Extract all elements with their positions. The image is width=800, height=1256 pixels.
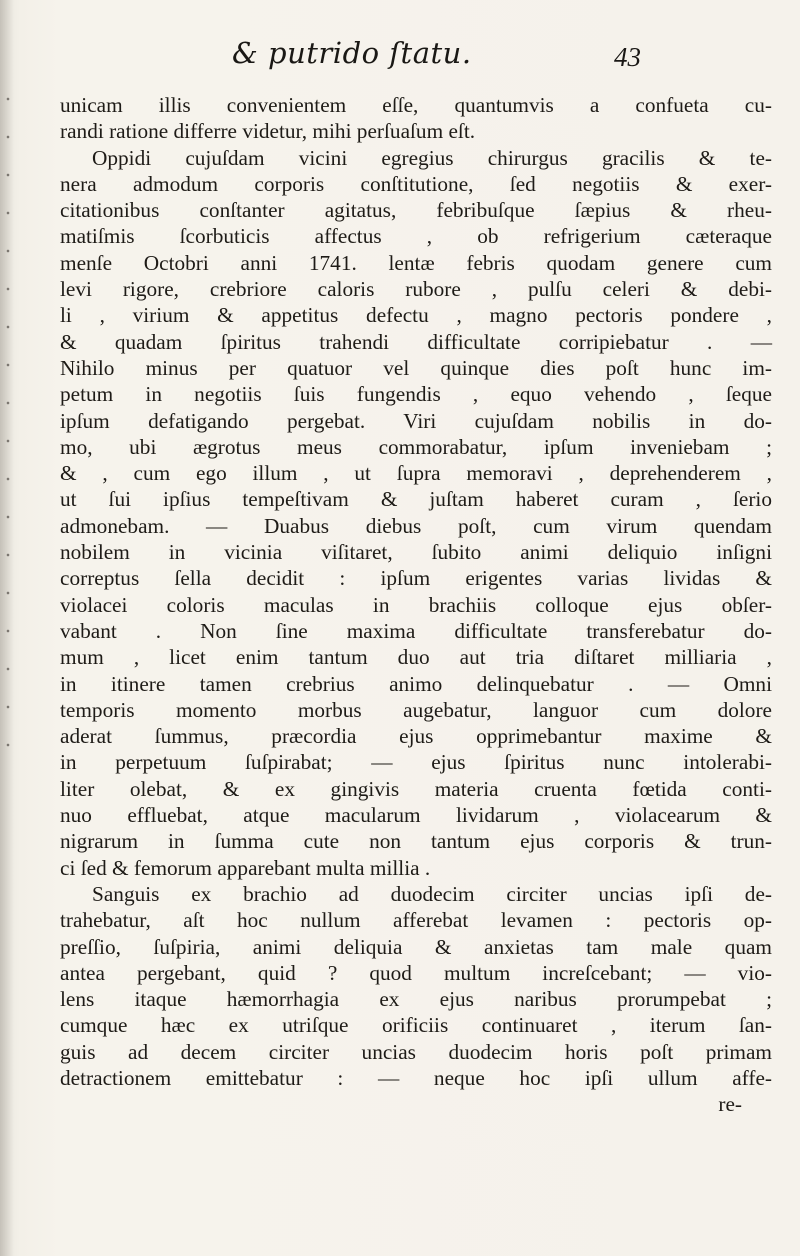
text-line: mum , licet enim tantum duo aut tria diſtaret milliaria , (60, 645, 772, 670)
text-line: admonebam. — Duabus diebus poſt, cum virum quendam (60, 513, 772, 538)
running-title: & putrido ſtatu. (232, 36, 472, 70)
text-line: Sanguis ex brachio ad duodecim circiter uncias ipſi de- (92, 881, 772, 906)
text-line: lens itaque hæmorrhagia ex ejus naribus prorumpebat ; (60, 987, 772, 1012)
text-line: levi rigore, crebriore caloris rubore , pulſu celeri & debi- (60, 277, 772, 302)
text-line: vabant . Non ſine maxima difficultate transferebatur do- (60, 618, 772, 643)
text-line: & , cum ego illum , ut ſupra memoravi , deprehenderem , (60, 461, 772, 486)
text-line: antea pergebant, quid ? quod multum increſcebant; — vio- (60, 960, 772, 985)
gutter-specks (4, 80, 12, 780)
text-line: menſe Octobri anni 1741. lentæ febris quodam genere cum (60, 250, 772, 275)
catchword: re- (718, 1092, 742, 1117)
text-line: nera admodum corporis conſtitutione, ſed negotiis & exer- (60, 171, 772, 196)
text-line: Nihilo minus per quatuor vel quinque dies poſt hunc im- (60, 355, 772, 380)
text-line: matiſmis ſcorbuticis affectus , ob refrigerium cæteraque (60, 224, 772, 249)
body-text (60, 92, 772, 1118)
text-line: liter olebat, & ex gingivis materia cruenta fœtida conti- (60, 776, 772, 801)
text-line: nobilem in vicinia viſitaret, ſubito animi deliquio inſigni (60, 540, 772, 565)
text-line: nigrarum in ſumma cute non tantum ejus corporis & trun- (60, 829, 772, 854)
text-line: ci ſed & femorum apparebant multa millia . (60, 855, 431, 880)
text-line: aderat ſummus, præcordia ejus opprimebantur maxime & (60, 724, 772, 749)
text-line: cumque hæc ex utriſque orificiis continuaret , iterum ſan- (60, 1013, 772, 1038)
text-line: correptus ſella decidit : ipſum erigentes varias lividas & (60, 566, 772, 591)
text-line: randi ratione differre videtur, mihi perſuaſum eſt. (60, 119, 476, 144)
text-line: unicam illis convenientem eſſe, quantumvis a confueta cu- (60, 93, 772, 117)
text-line: petum in negotiis ſuis fungendis , equo vehendo , ſeque (60, 382, 772, 407)
text-line: detractionem emittebatur : — neque hoc ipſi ullum affe- (60, 1065, 772, 1090)
text-line: violacei coloris maculas in brachiis colloque ejus obſer- (60, 592, 772, 617)
text-line: in perpetuum ſuſpirabat; — ejus ſpiritus nunc intolerabi- (60, 750, 772, 775)
text-line: ut ſui ipſius tempeſtivam & juſtam haberet curam , ſerio (60, 487, 772, 512)
running-head (60, 36, 760, 76)
page-number: 43 (614, 42, 641, 72)
text-line: in itinere tamen crebrius animo delinquebatur . — Omni (60, 671, 772, 696)
text-line: Oppidi cujuſdam vicini egregius chirurgus gracilis & te- (92, 145, 772, 170)
text-line: li , virium & appetitus defectu , magno pectoris pondere , (60, 303, 772, 328)
text-line: preſſio, ſuſpiria, animi deliquia & anxietas tam male quam (60, 934, 772, 959)
text-line: guis ad decem circiter uncias duodecim horis poſt primam (60, 1039, 772, 1064)
text-line: nuo effluebat, atque macularum lividarum , violacearum & (60, 803, 772, 828)
text-line: trahebatur, aſt hoc nullum afferebat levamen : pectoris op- (60, 908, 772, 933)
text-line: temporis momento morbus augebatur, languor cum dolore (60, 697, 772, 722)
text-line: ipſum defatigando pergebat. Viri cujuſdam nobilis in do- (60, 408, 772, 433)
text-line: & quadam ſpiritus trahendi difficultate corripiebatur . — (60, 329, 772, 354)
text-line: mo, ubi ægrotus meus commorabatur, ipſum inveniebam ; (60, 434, 772, 459)
text-line: citationibus conſtanter agitatus, febribuſque ſæpius & rheu- (60, 198, 772, 223)
